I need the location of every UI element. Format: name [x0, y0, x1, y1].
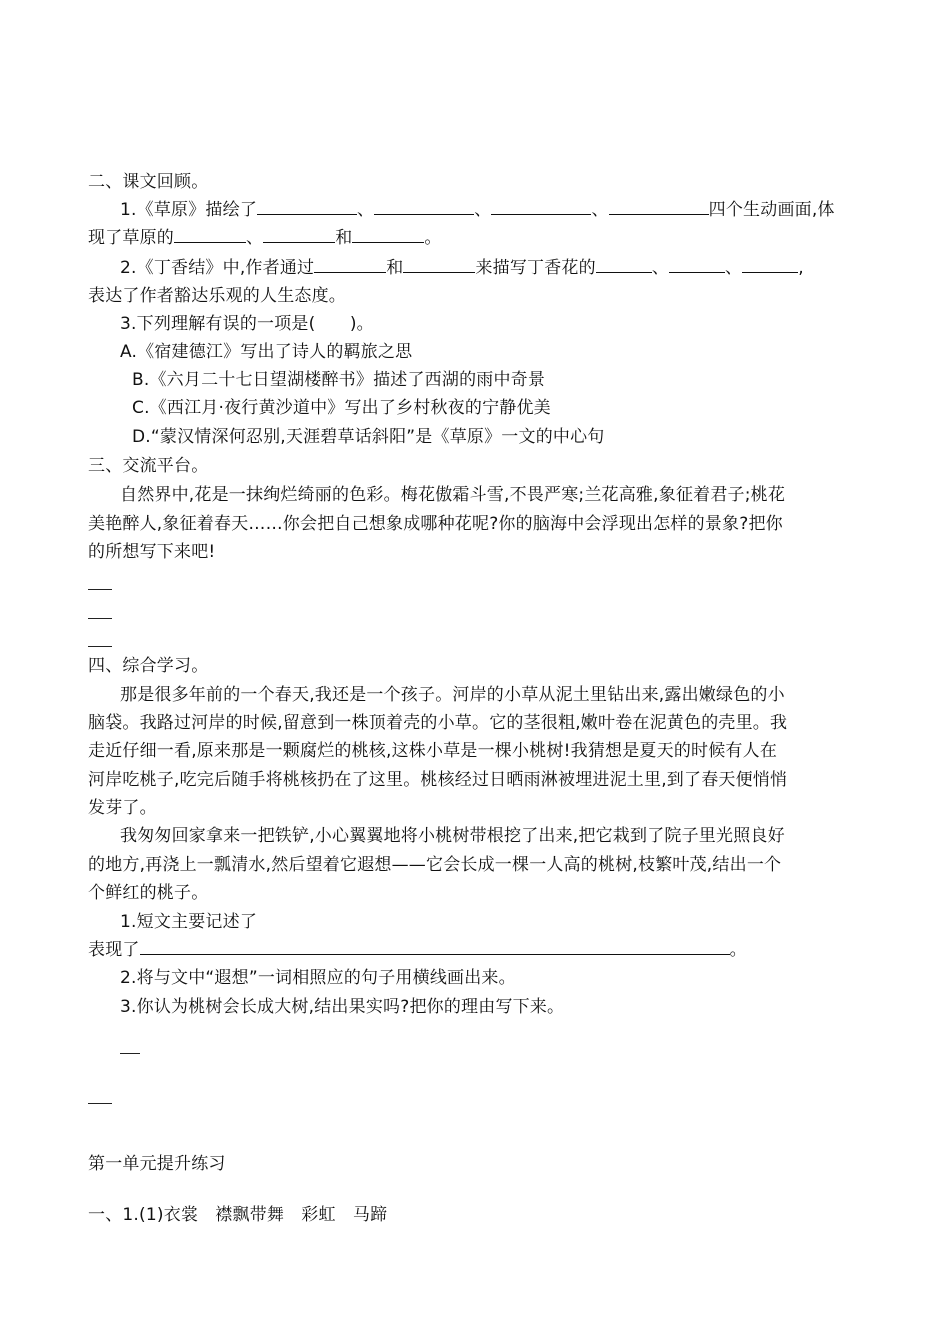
option-b: B.《六月二十七日望湖楼醉书》描述了西湖的雨中奇景	[132, 370, 546, 390]
answer-blank[interactable]	[140, 936, 730, 955]
answers-title: 第一单元提升练习	[88, 1154, 226, 1174]
question-2-1-cont: 现了草原的 、 和 。	[88, 224, 442, 252]
passage-line: 脑袋。我路过河岸的时候,留意到一株顶着壳的小草。它的茎很粗,嫩叶卷在泥黄色的壳里。我	[88, 713, 788, 733]
section-3-text: 的所想写下来吧!	[88, 542, 216, 562]
answer-blank[interactable]	[742, 254, 798, 273]
answer-blank[interactable]	[403, 254, 475, 273]
answer-blank[interactable]	[174, 224, 246, 243]
answers-line: 一、1.(1)衣裳 襟飘带舞 彩虹 马蹄	[88, 1205, 388, 1225]
answer-blank[interactable]	[596, 254, 652, 273]
option-c: C.《西江月·夜行黄沙道中》写出了乡村秋夜的宁静优美	[132, 398, 551, 418]
passage-line: 发芽了。	[88, 798, 157, 818]
answer-blank[interactable]	[609, 196, 709, 215]
answer-blank[interactable]	[669, 254, 725, 273]
section-2-heading: 二、课文回顾。	[88, 172, 209, 192]
passage-line: 的地方,再浇上一瓢清水,然后望着它遐想——它会长成一棵一人高的桃树,枝繁叶茂,结出一个	[88, 855, 782, 875]
writing-line[interactable]	[88, 618, 112, 619]
question-2-2-cont: 表达了作者豁达乐观的人生态度。	[88, 286, 346, 306]
question-2-2: 2.《丁香结》中,作者通过 和 来描写丁香花的 、 、 ,	[120, 254, 804, 282]
question-4-1: 1.短文主要记述了	[120, 912, 258, 932]
passage-line: 我匆匆回家拿来一把铁铲,小心翼翼地将小桃树带根挖了出来,把它栽到了院子里光照良好	[120, 826, 785, 846]
passage-line: 河岸吃桃子,吃完后随手将桃核扔在了这里。桃核经过日晒雨淋被埋进泥土里,到了春天便悄悄	[88, 770, 788, 790]
question-4-1-cont: 表现了 。	[88, 936, 747, 964]
option-d: D.“蒙汉情深何忍别,天涯碧草话斜阳”是《草原》一文的中心句	[132, 427, 605, 447]
answer-blank[interactable]	[352, 224, 424, 243]
answer-blank[interactable]	[314, 254, 386, 273]
writing-line[interactable]	[88, 589, 112, 590]
passage-line: 走近仔细一看,原来那是一颗腐烂的桃核,这株小草是一棵小桃树!我猜想是夏天的时候有人在	[88, 741, 778, 761]
section-3-heading: 三、交流平台。	[88, 456, 209, 476]
section-3-text: 自然界中,花是一抹绚烂绮丽的色彩。梅花傲霜斗雪,不畏严寒;兰花高雅,象征着君子;桃花	[120, 485, 786, 505]
writing-line[interactable]	[120, 1053, 140, 1054]
writing-line[interactable]	[88, 646, 112, 647]
section-4-heading: 四、综合学习。	[88, 656, 209, 676]
question-2-3: 3.下列理解有误的一项是( )。	[120, 314, 374, 334]
question-2-1: 1.《草原》描绘了 、 、 、 四个生动画面,体	[120, 196, 835, 224]
writing-line[interactable]	[88, 1103, 112, 1104]
answer-blank[interactable]	[263, 224, 335, 243]
passage-line: 那是很多年前的一个春天,我还是一个孩子。河岸的小草从泥土里钻出来,露出嫩绿色的小	[120, 685, 785, 705]
answer-blank[interactable]	[257, 196, 357, 215]
passage-line: 个鲜红的桃子。	[88, 883, 209, 903]
answer-blank[interactable]	[491, 196, 591, 215]
question-4-3: 3.你认为桃树会长成大树,结出果实吗?把你的理由写下来。	[120, 997, 565, 1017]
question-4-2: 2.将与文中“遐想”一词相照应的句子用横线画出来。	[120, 968, 516, 988]
section-3-text: 美艳醉人,象征着春天……你会把自己想象成哪种花呢?你的脑海中会浮现出怎样的景象?把你	[88, 514, 783, 534]
option-a: A.《宿建德江》写出了诗人的羁旅之思	[120, 342, 413, 362]
answer-blank[interactable]	[374, 196, 474, 215]
